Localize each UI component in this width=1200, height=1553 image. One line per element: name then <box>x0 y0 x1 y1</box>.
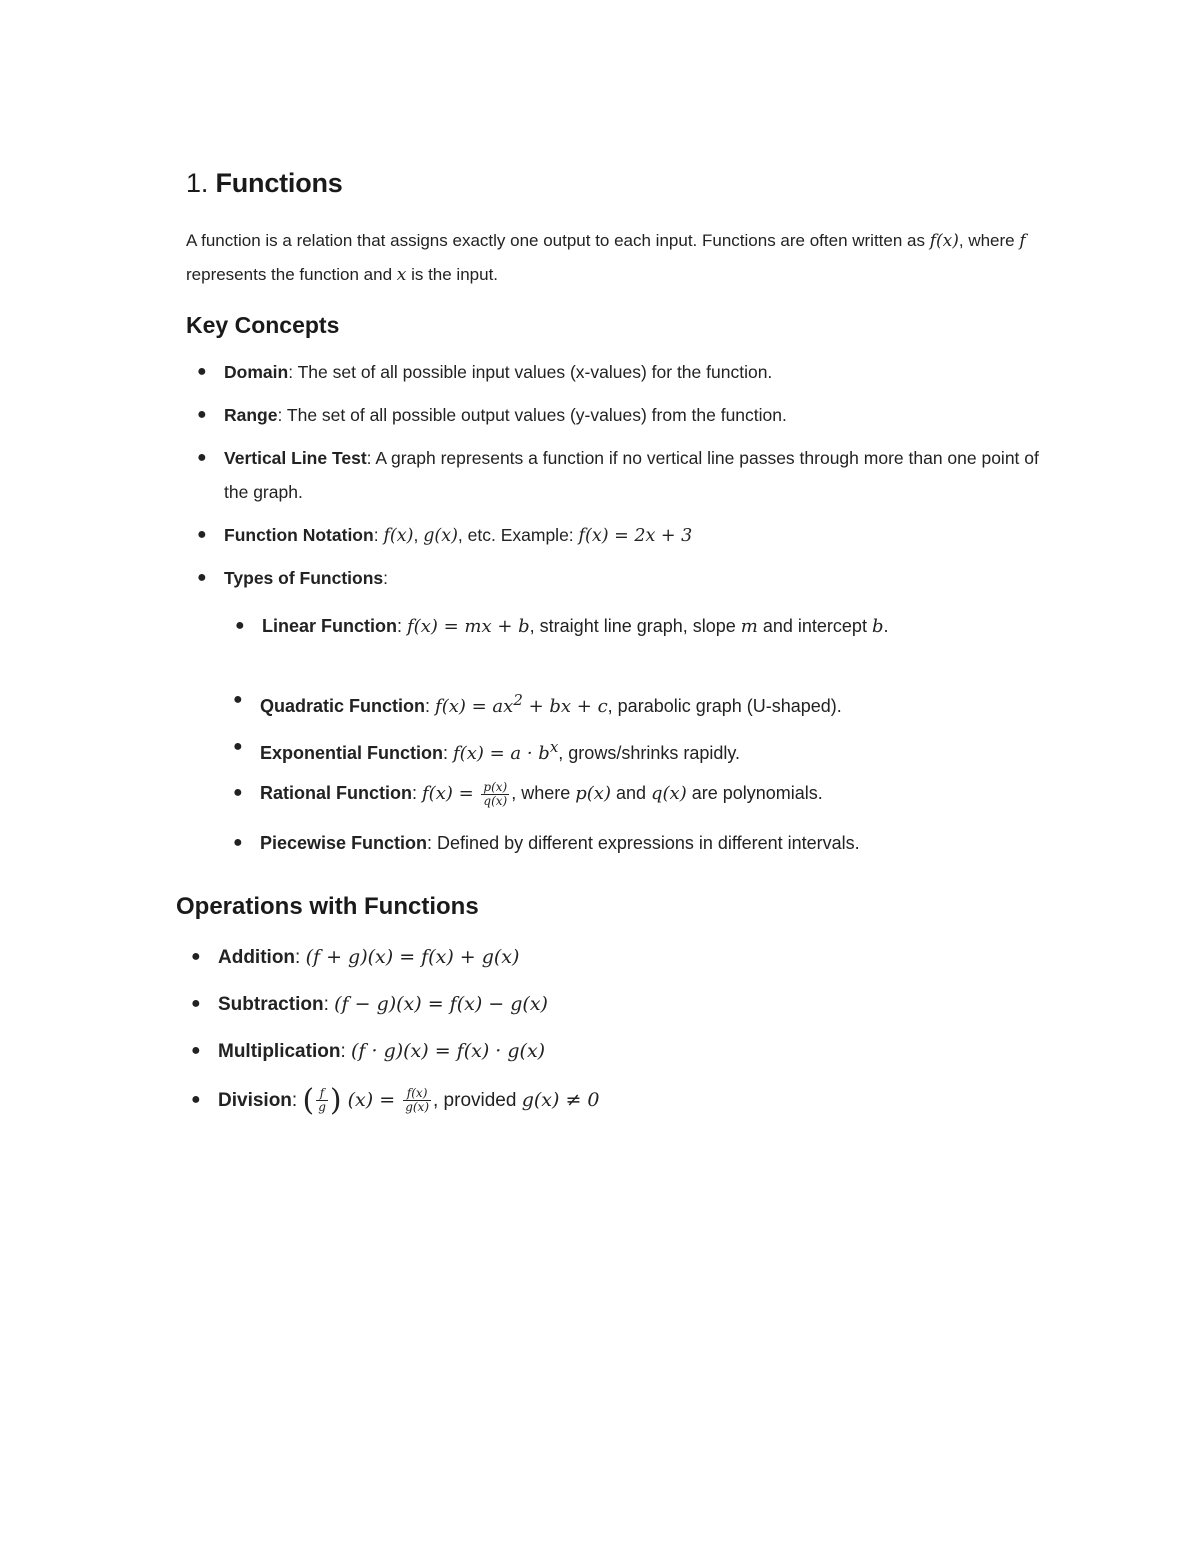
math-fx: f(x) <box>929 231 959 251</box>
bullet-icon: ● <box>233 691 243 708</box>
item-text: . <box>883 616 889 636</box>
math-f: f <box>1019 231 1026 251</box>
bullet-icon: ● <box>233 834 243 851</box>
fraction-denominator: g <box>318 1100 326 1115</box>
list-item-addition <box>191 940 1018 975</box>
list-item-types-of-functions <box>197 561 1044 595</box>
bullet-icon: ● <box>235 617 245 634</box>
term-quadratic: Quadratic Function <box>260 696 426 716</box>
item-text: : <box>383 568 388 588</box>
list-item-range <box>197 398 1044 432</box>
item-text: , etc. Example: <box>457 525 579 545</box>
item-text: : The set of all possible input values (x-values) for the function. <box>288 362 773 382</box>
item-text: are polynomials. <box>686 783 823 803</box>
math-fraction <box>316 1087 328 1114</box>
math-x: x <box>396 265 407 285</box>
list-item-function-notation <box>197 518 1044 553</box>
item-text: , provided <box>433 1090 522 1111</box>
math-exponent: 2 <box>513 691 523 709</box>
item-text: , straight line graph, slope <box>529 616 741 636</box>
bullet-icon: ● <box>191 995 201 1012</box>
item-text: : <box>425 696 436 716</box>
item-text: : The set of all possible output values (y-values) from the function. <box>277 405 787 425</box>
operations-heading: Operations with Functions <box>176 893 479 920</box>
term-range: Range <box>224 405 278 425</box>
list-item-multiplication <box>191 1034 1018 1069</box>
math-expression: + bx + c <box>522 696 608 717</box>
term-exponential: Exponential Function <box>260 743 443 763</box>
math-expression: (f · g)(x) = f(x) · g(x) <box>351 1040 546 1062</box>
term-piecewise: Piecewise Function <box>260 833 428 853</box>
item-text: and intercept <box>757 616 872 636</box>
math-expression: f(x) = 2x + 3 <box>578 526 693 546</box>
fraction-numerator: f <box>316 1087 328 1101</box>
math-expression: f(x) = mx + b <box>407 616 530 637</box>
math-fraction <box>481 781 509 808</box>
list-item-quadratic <box>233 683 1040 724</box>
term-addition: Addition <box>218 947 296 968</box>
term-multiplication: Multiplication <box>218 1041 341 1062</box>
item-text: , where <box>511 783 576 803</box>
math-paren: ) <box>329 1082 342 1118</box>
section-title: Functions <box>215 168 343 198</box>
math-expression: b <box>871 616 884 637</box>
item-text: : <box>340 1041 351 1062</box>
item-text: and <box>610 783 652 803</box>
intro-text: A function is a relation that assigns exactly one output to each input. Functions are often written as <box>186 231 930 250</box>
key-concepts-heading: Key Concepts <box>186 312 340 338</box>
term-rational: Rational Function <box>260 783 412 803</box>
math-expression: (f + g)(x) = f(x) + g(x) <box>305 946 520 968</box>
math-expression: q(x) <box>651 783 687 804</box>
math-expression: f(x) <box>383 526 414 546</box>
section-number: 1. <box>186 168 209 198</box>
bullet-icon: ● <box>197 569 207 586</box>
bullet-icon: ● <box>197 449 207 466</box>
math-expression: (x) = <box>341 1089 402 1111</box>
bullet-icon: ● <box>233 784 243 801</box>
fraction-denominator: q(x) <box>483 793 508 808</box>
list-item-subtraction <box>191 987 1018 1022</box>
list-item-exponential <box>233 730 1040 771</box>
math-expression: m <box>740 616 758 637</box>
item-text: : <box>373 525 384 545</box>
item-text: : <box>291 1090 303 1111</box>
item-text: : Defined by different expressions in different intervals. <box>427 833 860 853</box>
term-subtraction: Subtraction <box>218 994 324 1015</box>
list-item-piecewise <box>233 826 1040 860</box>
item-text: : <box>295 947 306 968</box>
fraction-denominator: g(x) <box>405 1100 429 1115</box>
intro-text: represents the function and <box>186 265 397 284</box>
list-item-vertical-line-test <box>197 441 1044 509</box>
term-linear: Linear Function <box>262 616 397 636</box>
intro-paragraph <box>186 224 1046 292</box>
item-text: : <box>323 994 335 1015</box>
math-expression: f(x) = a · b <box>453 743 550 764</box>
term-domain: Domain <box>224 362 289 382</box>
bullet-icon: ● <box>191 1091 201 1108</box>
math-exponent: x <box>549 738 559 756</box>
math-expression: f(x) = <box>422 783 480 804</box>
bullet-icon: ● <box>233 738 243 755</box>
math-expression: g(x) ≠ 0 <box>521 1089 600 1111</box>
math-expression: f(x) = ax <box>435 696 514 717</box>
fraction-numerator: f(x) <box>403 1087 431 1101</box>
intro-text: is the input. <box>406 265 499 284</box>
list-item-domain <box>197 355 1044 389</box>
item-text: : <box>397 616 408 636</box>
term-vertical-line-test: Vertical Line Test <box>224 448 367 468</box>
term-function-notation: Function Notation <box>224 525 374 545</box>
list-item-division <box>191 1082 1018 1118</box>
item-text: , grows/shrinks rapidly. <box>558 743 741 763</box>
bullet-icon: ● <box>191 948 201 965</box>
math-paren: ( <box>302 1082 315 1118</box>
math-fraction <box>403 1087 431 1114</box>
list-item-linear <box>235 609 1042 644</box>
math-expression: (f − g)(x) = f(x) − g(x) <box>334 993 548 1015</box>
list-item-rational <box>233 776 1040 811</box>
term-division: Division <box>218 1090 292 1111</box>
item-text: : <box>443 743 454 763</box>
bullet-icon: ● <box>197 526 207 543</box>
bullet-icon: ● <box>197 363 207 380</box>
item-text: , parabolic graph (U-shaped). <box>607 696 842 716</box>
math-expression: g(x) <box>423 526 458 546</box>
bullet-icon: ● <box>197 406 207 423</box>
item-text: , <box>413 525 424 545</box>
item-text: : A graph represents a function if no vertical line passes through more than one point of the graph. <box>224 448 1039 502</box>
math-expression: p(x) <box>575 783 611 804</box>
fraction-numerator: p(x) <box>483 779 508 794</box>
section-heading <box>186 168 343 199</box>
intro-text: , where <box>958 231 1020 250</box>
bullet-icon: ● <box>191 1042 201 1059</box>
term-types-of-functions: Types of Functions <box>224 568 384 588</box>
item-text: : <box>412 783 423 803</box>
